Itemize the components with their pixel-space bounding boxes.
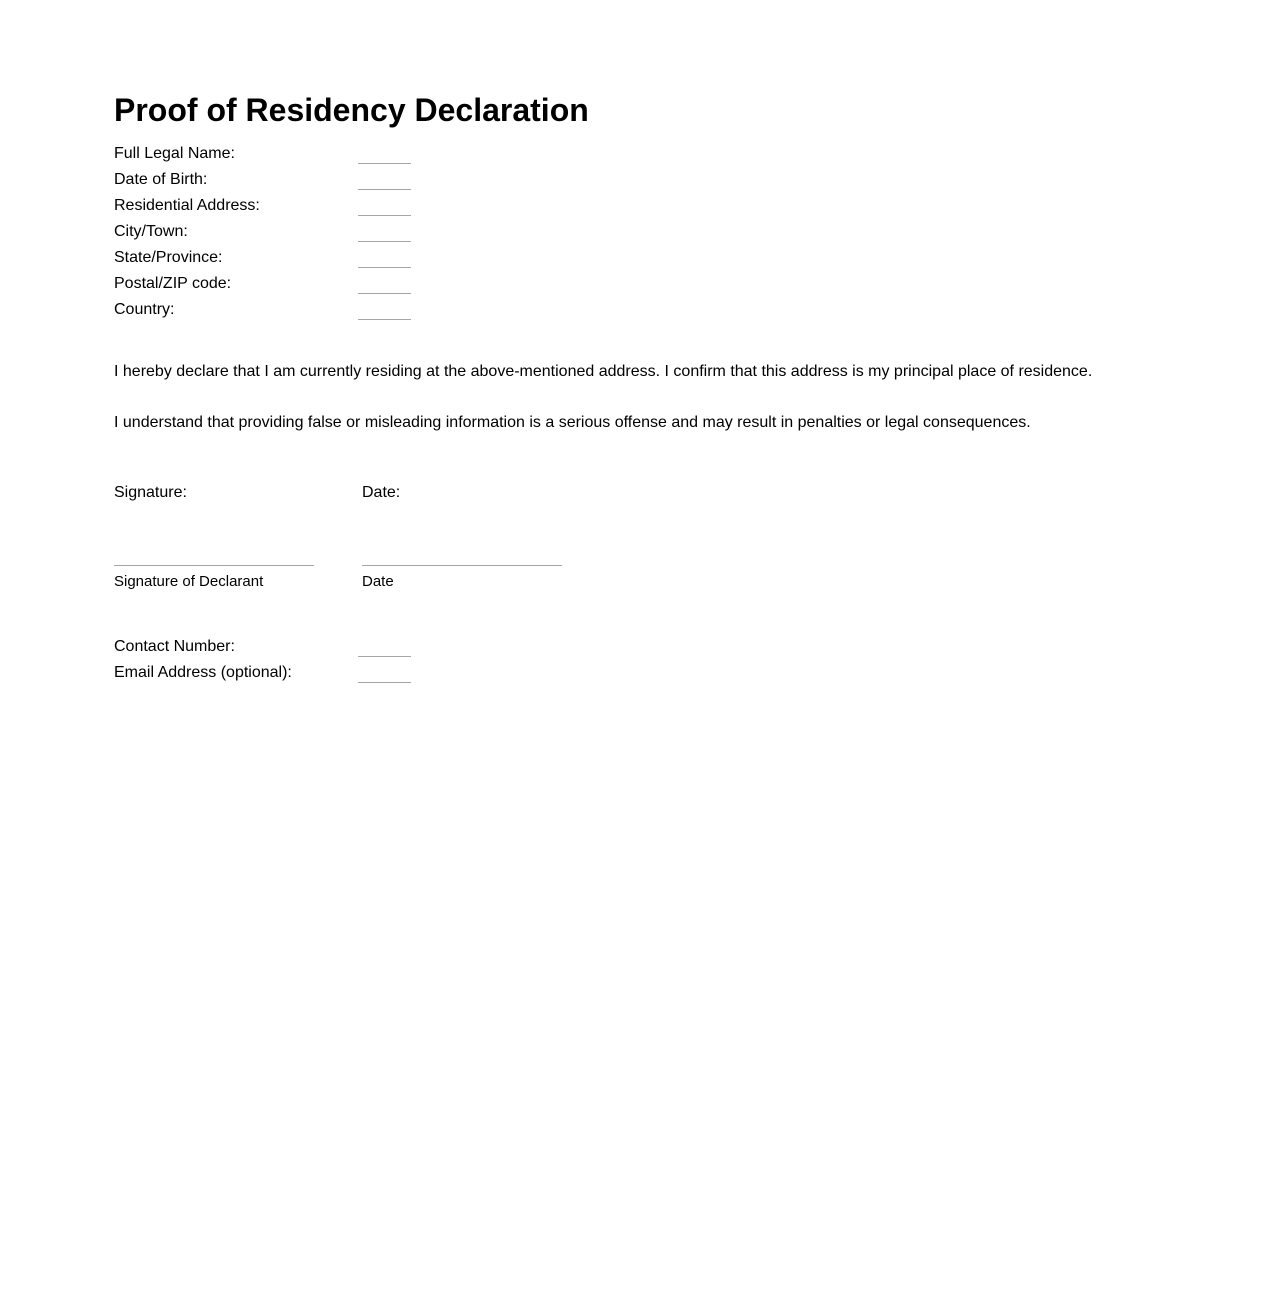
state-province-input[interactable] xyxy=(358,267,411,268)
field-postal-zip-code xyxy=(114,274,514,300)
field-label: City/Town: xyxy=(114,223,188,240)
date-caption: Date xyxy=(362,573,394,590)
full-legal-name-input[interactable] xyxy=(358,163,411,164)
signature-line[interactable] xyxy=(114,565,314,566)
field-state-province xyxy=(114,248,514,274)
signature-of-declarant-caption: Signature of Declarant xyxy=(114,573,264,590)
field-date-of-birth xyxy=(114,170,514,196)
field-label: Email Address (optional): xyxy=(114,664,292,681)
field-label: Residential Address: xyxy=(114,197,260,214)
field-label: Country: xyxy=(114,301,175,318)
field-label: Full Legal Name: xyxy=(114,145,235,162)
field-country xyxy=(114,300,514,326)
email-address-input[interactable] xyxy=(358,682,411,683)
field-full-legal-name xyxy=(114,144,514,170)
residential-address-input[interactable] xyxy=(358,215,411,216)
city-town-input[interactable] xyxy=(358,241,411,242)
field-residential-address xyxy=(114,196,514,222)
signature-label: Signature: xyxy=(114,484,187,501)
field-email-address xyxy=(114,663,514,689)
date-line[interactable] xyxy=(362,565,562,566)
declaration-penalty-paragraph: I understand that providing false or misleading information is a serious offense and may result in penalties or legal consequences. xyxy=(114,414,1031,431)
field-city-town xyxy=(114,222,514,248)
field-label: Postal/ZIP code: xyxy=(114,275,232,292)
field-contact-number xyxy=(114,637,514,663)
date-label: Date: xyxy=(362,484,401,501)
field-label: Contact Number: xyxy=(114,638,235,655)
declaration-residence-paragraph: I hereby declare that I am currently residing at the above-mentioned address. I confirm that this address is my principal place of residence. xyxy=(114,363,1093,380)
postal-zip-code-input[interactable] xyxy=(358,293,411,294)
document-title: Proof of Residency Declaration xyxy=(114,92,589,128)
date-of-birth-input[interactable] xyxy=(358,189,411,190)
field-label: State/Province: xyxy=(114,249,223,266)
country-input[interactable] xyxy=(358,319,411,320)
field-label: Date of Birth: xyxy=(114,171,208,188)
contact-number-input[interactable] xyxy=(358,656,411,657)
